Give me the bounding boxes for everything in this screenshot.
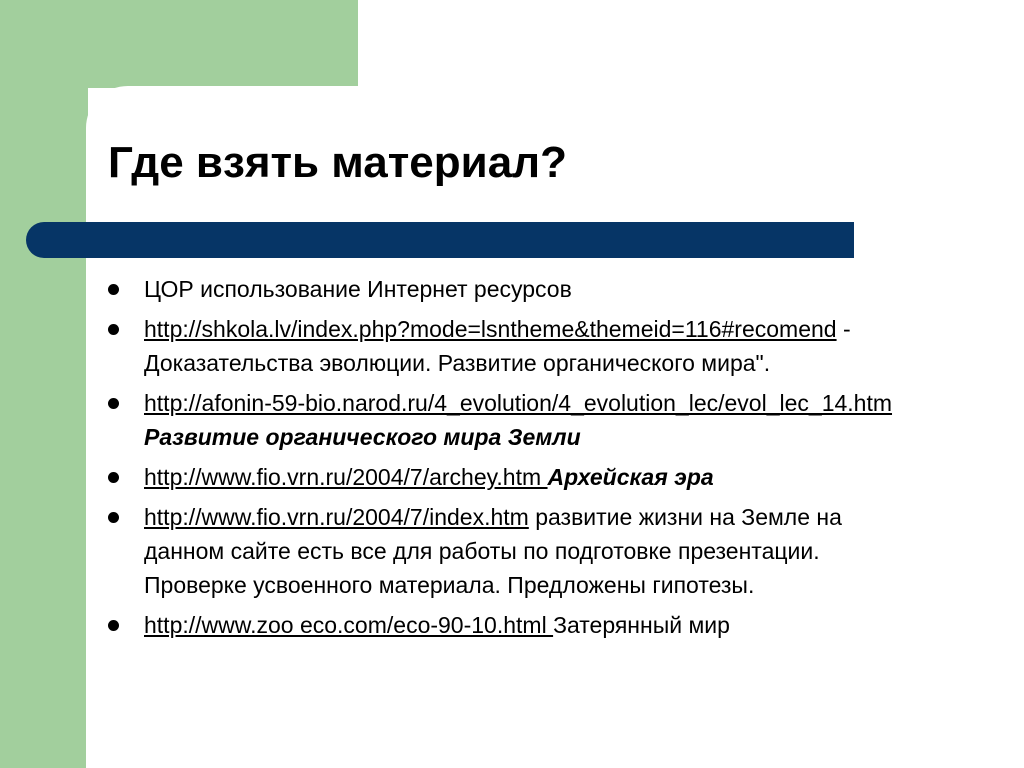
bullet-emphasis: Развитие органического мира Земли xyxy=(144,424,581,450)
bullet-text: Затерянный мир xyxy=(553,612,730,638)
bullet-item-1 xyxy=(108,272,928,306)
bullet-dot-icon xyxy=(108,472,119,483)
top-green-block xyxy=(0,0,358,88)
title-underline-bar xyxy=(26,222,854,258)
bullet-dot-icon xyxy=(108,284,119,295)
bullet-item-2 xyxy=(108,312,928,380)
bullet-dot-icon xyxy=(108,512,119,523)
bullet-dot-icon xyxy=(108,324,119,335)
link-shkola[interactable]: http://shkola.lv/index.php?mode=lsntheme&themeid=116#recomend xyxy=(144,316,837,342)
bullet-dot-icon xyxy=(108,620,119,631)
bullet-text: ЦОР использование Интернет ресурсов xyxy=(144,276,572,302)
bullet-item-3 xyxy=(108,386,928,454)
link-archey[interactable]: http://www.fio.vrn.ru/2004/7/archey.htm xyxy=(144,464,548,490)
bullet-dot-icon xyxy=(108,398,119,409)
bullet-text: развитие жизни на Земле на данном сайте есть все для работы по подготовке презентации. Проверке усвоенного материала. Предложены гипотезы. xyxy=(144,504,842,598)
left-green-strip xyxy=(0,0,88,768)
link-afonin[interactable]: http://afonin-59-bio.narod.ru/4_evolution/4_evolution_lec/evol_lec_14.htm xyxy=(144,390,893,416)
bullet-list xyxy=(108,272,928,648)
bullet-item-6 xyxy=(108,608,928,642)
link-zoo-eco[interactable]: http://www.zoo eco.com/eco-90-10.html xyxy=(144,612,554,638)
bullet-item-4 xyxy=(108,460,928,494)
link-fio-index[interactable]: http://www.fio.vrn.ru/2004/7/index.htm xyxy=(144,504,529,530)
slide-title: Где взять материал? xyxy=(108,138,567,187)
bullet-item-5 xyxy=(108,500,928,602)
bullet-emphasis: Архейская эра xyxy=(547,464,714,490)
bullet-text: - Доказательства эволюции. Развитие органического мира". xyxy=(144,316,851,376)
